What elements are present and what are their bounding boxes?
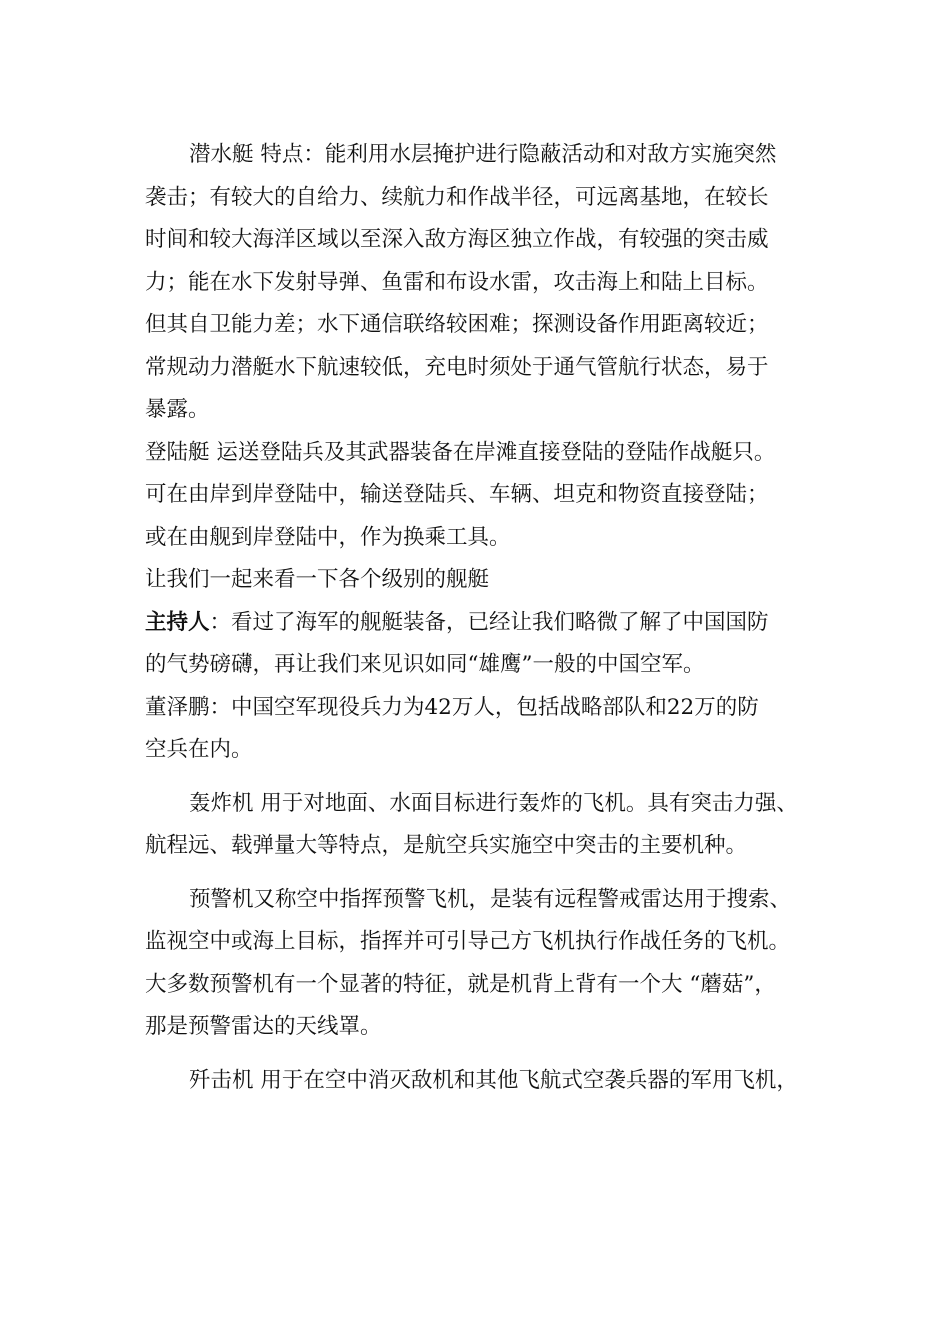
submarine-paragraph-line: 袭击；有较大的自给力、续航力和作战半径，可远离基地，在较长	[145, 184, 769, 210]
awacs-paragraph-line: 那是预警雷达的天线罩。	[145, 1014, 382, 1039]
document-body	[145, 134, 835, 1102]
submarine-paragraph-line: 力；能在水下发射导弹、鱼雷和布设水雷，攻击海上和陆上目标。	[145, 269, 769, 295]
host-speaker-label: 主持人	[145, 609, 210, 635]
awacs-paragraph-line: 预警机又称空中指挥预警飞机，是装有远程警戒雷达用于搜索、	[189, 886, 792, 912]
submarine-paragraph-line: 时间和较大海洋区域以至深入敌方海区独立作战，有较强的突击威	[145, 227, 769, 252]
awacs-paragraph-line: 大多数预警机有一个显著的特征，就是机背上背有一个大 “蘑菇”，	[145, 971, 776, 997]
bomber-paragraph-line: 航程远、载弹量大等特点，是航空兵实施空中突击的主要机种。	[145, 833, 748, 858]
submarine-paragraph-line: 但其自卫能力差；水下通信联络较困难；探测设备作用距离较近；	[145, 312, 769, 337]
host-speech-text: ：看过了海军的舰艇装备，已经让我们略微了解了中国国防	[209, 609, 769, 635]
submarine-paragraph-line: 常规动力潜艇水下航速较低，充电时须处于通气管航行状态，易于	[145, 354, 769, 380]
awacs-paragraph-line: 监视空中或海上目标，指挥并可引导己方飞机执行作战任务的飞机。	[145, 929, 791, 954]
submarine-paragraph-line: 暴露。	[145, 397, 210, 422]
host-paragraph-line	[145, 602, 835, 645]
landing-craft-paragraph-line: 可在由岸到岸登陆中，输送登陆兵、车辆、坦克和物资直接登陆；	[145, 482, 769, 507]
dong-paragraph-line: 空兵在内。	[145, 737, 253, 762]
transition-line: 让我们一起来看一下各个级别的舰艇	[145, 567, 490, 592]
fighter-paragraph-line: 歼击机 用于在空中消灭敌机和其他飞航式空袭兵器的军用飞机，	[189, 1067, 798, 1093]
bomber-paragraph-line: 轰炸机 用于对地面、水面目标进行轰炸的飞机。具有突击力强、	[189, 790, 798, 816]
landing-craft-paragraph-line: 或在由舰到岸登陆中，作为换乘工具。	[145, 524, 511, 550]
landing-craft-paragraph-line: 登陆艇 运送登陆兵及其武器装备在岸滩直接登陆的登陆作战艇只。	[145, 439, 776, 465]
dong-paragraph-line: 董泽鹏：中国空军现役兵力为42万人，包括战略部队和22万的防	[145, 694, 759, 720]
submarine-paragraph-line: 潜水艇 特点：能利用水层掩护进行隐蔽活动和对敌方实施突然	[189, 142, 777, 167]
host-paragraph-line: 的气势磅礴，再让我们来见识如同“雄鹰”一般的中国空军。	[145, 652, 705, 677]
